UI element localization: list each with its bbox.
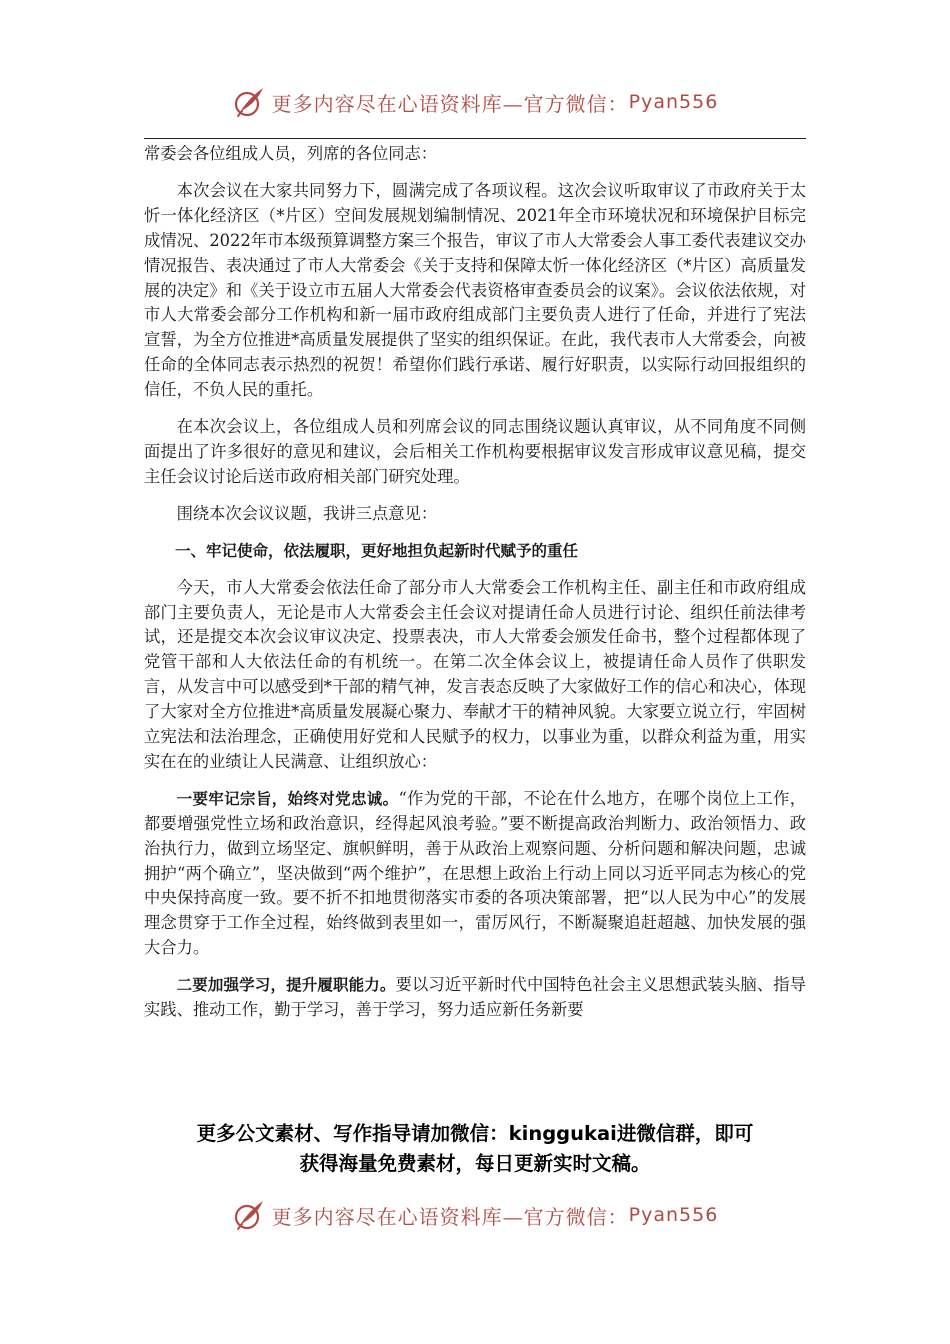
footer-brand-code: Pyan556 [628,1204,719,1226]
paragraph-1: 本次会议在大家共同努力下，圆满完成了各项议程。这次会议听取审议了市政府关于太忻一体化经济区（*片区）空间发展规划编制情况、2021年全市环境状况和环境保护目标完成情况、2022年市本级预算调整方案三个报告，审议了市人大常委会人事工委代表建议交办情况报告、表决通过了市人大常委会《关于支持和保障太忻一体化经济区（*片区）高质量发展的决定》和《关于设立市五届人大常委会代表资格审查委员会的议案》。会议依法依规，对市人大常委会部分工作机构和新一届市政府组成部门主要负责人进行了任命，并进行了宪法宣誓，为全方位推进*高质量发展提供了坚实的组织保证。在此，我代表市人大常委会，向被任命的全体同志表示热烈的祝贺！希望你们践行承诺、履行好职责，以实际行动回报组织的信任，不负人民的重托。 [144,180,806,400]
paragraph-6-body: 要以习近平新时代中国特色社会主义思想武装头脑、指导实践、推动工作，勤于学习，善于学习，努力适应新任务新要 [144,975,806,1020]
section-heading-1: 一、牢记使命，依法履职，更好地担负起新时代赋予的重任 [175,541,579,560]
paragraph-2: 在本次会议上，各位组成人员和列席会议的同志围绕议题认真审议，从不同角度不同侧面提出了许多很好的意见和建议，会后相关工作机构要根据审议发言形成审议意见稿，提交主任会议讨论后送市政府相关部门研究处理。 [144,417,806,486]
paragraph-3: 围绕本次会议议题，我讲三点意见： [176,503,438,523]
paragraph-6 [144,973,806,1023]
paragraph-5 [144,787,806,961]
header-divider [144,138,806,139]
paragraph-4: 今天，市人大常委会依法任命了部分市人大常委会工作机构主任、副主任和市政府组成部门主要负责人，无论是市人大常委会主任会议对提请任命人员进行讨论、组织任前法律考试，还是提交本次会议审议决定、投票表决，市人大常委会颁发任命书，整个过程都体现了党管干部和人大依法任命的有机统一。在第二次全体会议上，被提请任命人员作了供职发言，从发言中可以感受到*干部的精气神，发言表态反映了大家做好工作的信心和决心，体现了大家对全方位推进*高质量发展凝心聚力、奉献才干的精神风貌。大家要立说立行，牢固树立宪法和法治理念，正确使用好党和人民赋予的权力，以事业为重，以群众利益为重，用实实在在的业绩让人民满意、让组织放心： [144,577,806,771]
footer-brand [0,1193,950,1237]
footer-brand-text: 更多内容尽在心语资料库—官方微信： [271,1204,629,1229]
paragraph-5-body: “作为党的干部，不论在什么地方，在哪个岗位上工作，都要增强党性立场和政治意识，经得起风浪考验。”要不断提高政治判断力、政治领悟力、政治执行力，做到立场坚定、旗帜鲜明，善于从政治上观察问题、分析问题和解决问题，忠诚拥护“两个确立”，坚决做到“两个维护”，在思想上政治上行动上同以习近平同志为核心的党中央保持高度一致。要不折不扣地贯彻落实市委的各项决策部署，把“以人民为中心”的发展理念贯穿于工作全过程，始终做到表里如一，雷厉风行，不断凝聚追赶超越、加快发展的强大合力。 [144,788,806,958]
promo-banner [120,1119,830,1179]
promo-line-2: 获得海量免费素材，每日更新实时文稿。 [299,1152,651,1175]
quill-logo-icon [232,1198,266,1232]
header-brand-text: 更多内容尽在心语资料库—官方微信： [271,91,629,116]
paragraph-6-lead: 二要加强学习，提升履职能力。 [176,976,396,995]
promo-line-1: 更多公文素材、写作指导请加微信：kinggukai进微信群，即可 [196,1122,754,1145]
salutation: 常委会各位组成人员，列席的各位同志： [144,144,438,163]
header-brand [0,80,950,124]
paragraph-5-lead: 一要牢记宗旨，始终对党忠诚。 [176,789,399,808]
document-body [144,142,806,1035]
quill-logo-icon [232,85,266,119]
header-brand-code: Pyan556 [628,91,719,113]
